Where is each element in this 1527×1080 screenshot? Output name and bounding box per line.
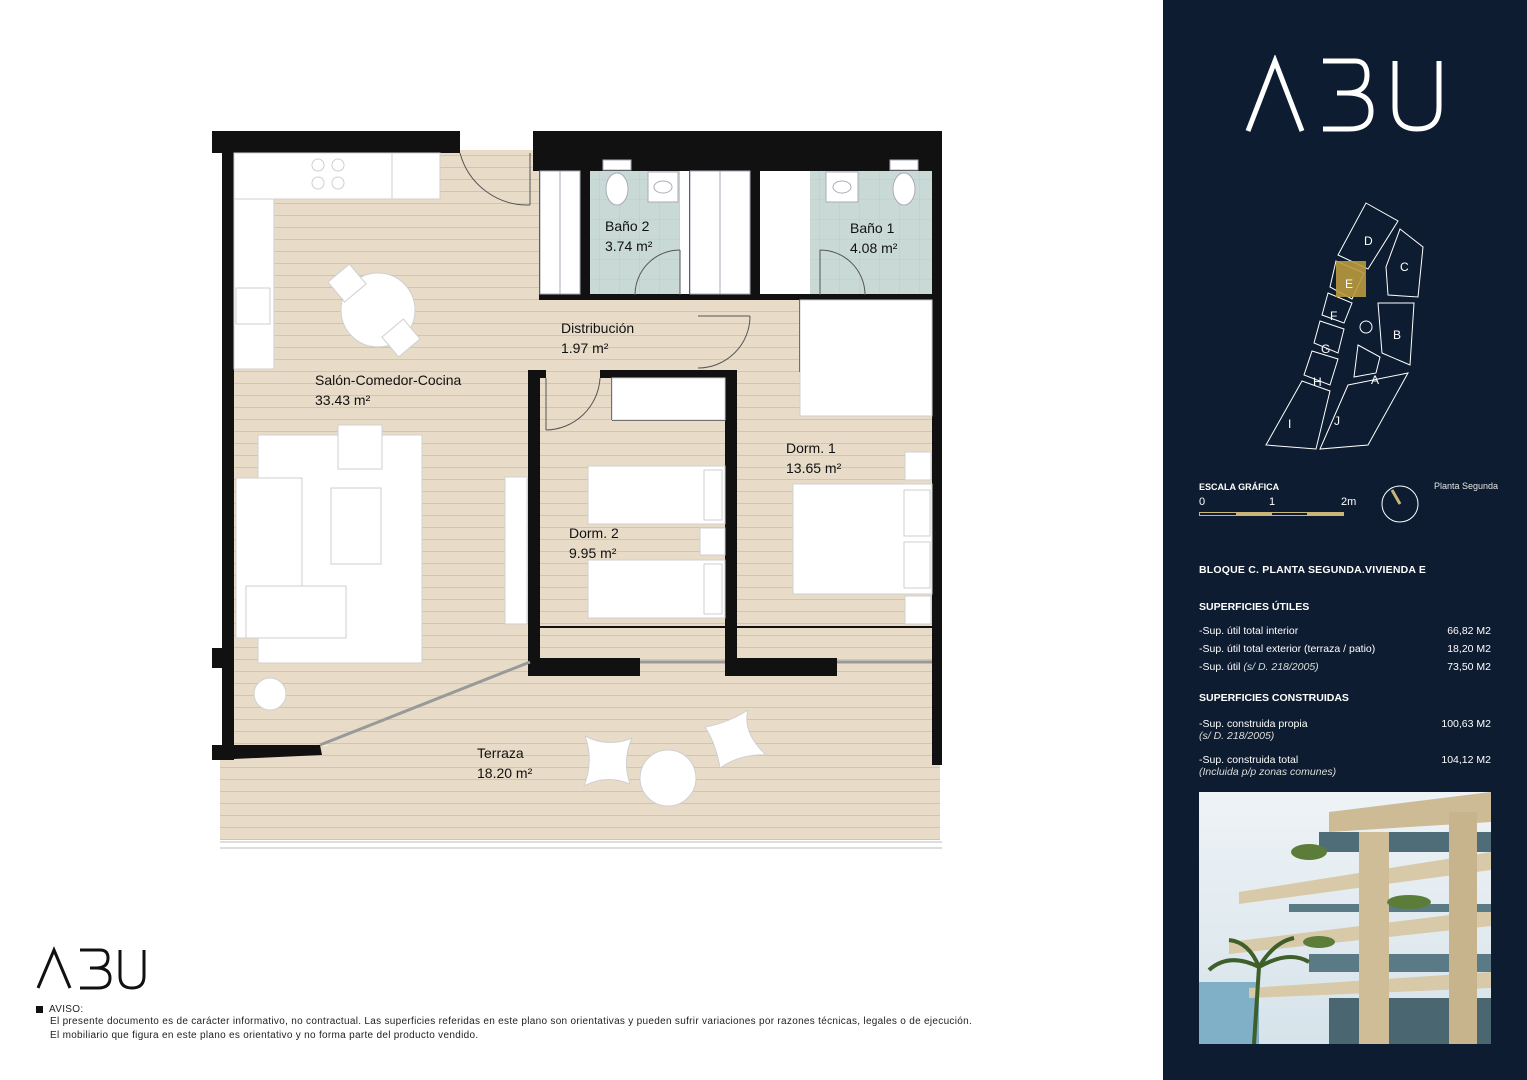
- row-label: -Sup. útil total interior: [1199, 625, 1299, 637]
- room-name: Baño 1: [850, 220, 895, 236]
- scale-tick-2: 2m: [1341, 496, 1357, 508]
- row-value: 104,12 M2: [1441, 754, 1491, 766]
- disclaimer-line-2: El mobiliario que figura en este plano es orientativo y no forma parte del producto vendido.: [50, 1030, 479, 1041]
- keyplan-unit-i: I: [1288, 417, 1292, 431]
- info-panel: [1163, 0, 1527, 1080]
- disclaimer-title: AVISO:: [36, 1004, 972, 1015]
- key-plan: [1258, 195, 1438, 465]
- row-note: (s/ D. 218/2005): [1199, 730, 1275, 742]
- graphic-scale: [1199, 482, 1379, 510]
- room-area: 1.97 m²: [561, 340, 609, 356]
- room-name: Dorm. 2: [569, 525, 619, 541]
- row-label-text: -Sup. útil: [1199, 661, 1241, 673]
- room-label-dorm2: [569, 523, 619, 563]
- room-area: 18.20 m²: [477, 765, 533, 781]
- row-label-text: -Sup. construida total: [1199, 754, 1299, 766]
- row-label: -Sup. útil total exterior (terraza / patio): [1199, 643, 1376, 655]
- keyplan-unit-a: A: [1371, 373, 1380, 387]
- room-label-terraza: [477, 743, 532, 783]
- disclaimer: [36, 1004, 972, 1043]
- room-name: Dorm. 1: [786, 440, 836, 456]
- row-value: 66,82 M2: [1447, 625, 1491, 637]
- scale-tick-0: 0: [1199, 496, 1206, 508]
- keyplan-unit-d: D: [1364, 234, 1373, 248]
- keyplan-unit-h: H: [1313, 375, 1322, 389]
- room-name: Salón-Comedor-Cocina: [315, 372, 462, 388]
- room-label-dorm1: [786, 438, 841, 478]
- disclaimer-line-1: El presente documento es de carácter informativo, no contractual. Las superficies referidas en este plano son orientativas y pueden sufrir variaciones por razones técnicas, legales o de ejecución.: [50, 1016, 973, 1027]
- row-note: (Incluida p/p zonas comunes): [1199, 766, 1337, 778]
- scale-bar: [1199, 512, 1344, 516]
- room-area: 9.95 m²: [569, 545, 617, 561]
- room-label-distribucion: [561, 318, 634, 358]
- panel-brand-logo: [1245, 55, 1445, 133]
- row-note: (s/ D. 218/2005): [1243, 661, 1319, 673]
- row-label-text: -Sup. construida propia: [1199, 718, 1308, 730]
- room-label-salon: [315, 370, 461, 410]
- north-compass-icon: [1378, 482, 1422, 526]
- room-area: 3.74 m²: [605, 238, 653, 254]
- row-label: [1199, 754, 1336, 778]
- room-area: 33.43 m²: [315, 392, 371, 408]
- room-label-bano1: [850, 218, 897, 258]
- keyplan-unit-g: G: [1321, 342, 1331, 356]
- block-title: BLOQUE C. PLANTA SEGUNDA.VIVIENDA E: [1199, 564, 1427, 576]
- keyplan-unit-c: C: [1400, 260, 1409, 274]
- room-area: 13.65 m²: [786, 460, 842, 476]
- room-area: 4.08 m²: [850, 240, 898, 256]
- useful-area-title: SUPERFICIES ÚTILES: [1199, 601, 1310, 613]
- building-render-image: [1199, 792, 1491, 1044]
- room-name: Distribución: [561, 320, 635, 336]
- row-label: [1199, 718, 1308, 742]
- keyplan-unit-b: B: [1393, 328, 1402, 342]
- room-label-bano2: [605, 216, 652, 256]
- keyplan-unit-f: F: [1330, 309, 1338, 323]
- scale-title: ESCALA GRÁFICA: [1199, 482, 1280, 492]
- row-value: 73,50 M2: [1447, 661, 1491, 673]
- row-value: 18,20 M2: [1447, 643, 1491, 655]
- row-label: [1199, 661, 1319, 673]
- built-area-title: SUPERFICIES CONSTRUIDAS: [1199, 692, 1349, 704]
- scale-tick-1: 1: [1269, 496, 1276, 508]
- room-name: Baño 2: [605, 218, 650, 234]
- keyplan-unit-j: J: [1334, 414, 1340, 428]
- brand-logo: [36, 946, 148, 990]
- floor-label: Planta Segunda: [1434, 481, 1499, 491]
- room-name: Terraza: [477, 745, 524, 761]
- row-value: 100,63 M2: [1441, 718, 1491, 730]
- keyplan-unit-e: E: [1345, 277, 1354, 291]
